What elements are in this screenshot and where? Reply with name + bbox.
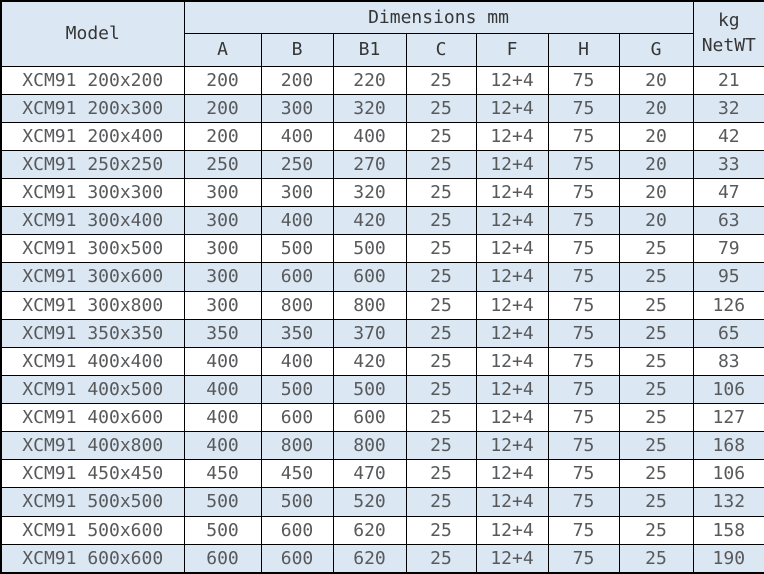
- value-cell: 12+4: [476, 263, 548, 291]
- value-cell: 620: [333, 516, 406, 544]
- value-cell: 75: [548, 516, 619, 544]
- value-cell: 800: [261, 432, 333, 460]
- value-cell: 12+4: [476, 207, 548, 235]
- value-cell: 300: [184, 207, 261, 235]
- value-cell: 500: [261, 488, 333, 516]
- column-header-b: B: [261, 33, 333, 66]
- model-cell: XCM91 500x600: [1, 516, 184, 544]
- value-cell: 25: [406, 404, 476, 432]
- value-cell: 25: [406, 347, 476, 375]
- model-cell: XCM91 400x600: [1, 404, 184, 432]
- model-cell: XCM91 400x500: [1, 375, 184, 403]
- value-cell: 25: [406, 235, 476, 263]
- table-row: [1, 319, 764, 347]
- column-header-a: A: [184, 33, 261, 66]
- value-cell: 420: [333, 207, 406, 235]
- value-cell: 600: [333, 404, 406, 432]
- table-row: [1, 404, 764, 432]
- table-row: [1, 207, 764, 235]
- value-cell: 25: [406, 207, 476, 235]
- value-cell: 300: [184, 263, 261, 291]
- value-cell: 12+4: [476, 404, 548, 432]
- value-cell: 12+4: [476, 150, 548, 178]
- model-cell: XCM91 300x300: [1, 179, 184, 207]
- value-cell: 25: [406, 488, 476, 516]
- model-cell: XCM91 200x200: [1, 66, 184, 94]
- table-row: [1, 263, 764, 291]
- value-cell: 21: [693, 66, 764, 94]
- net-weight-unit-label: kg: [717, 10, 740, 32]
- value-cell: 12+4: [476, 179, 548, 207]
- model-cell: XCM91 400x400: [1, 347, 184, 375]
- value-cell: 20: [619, 179, 693, 207]
- value-cell: 32: [693, 94, 764, 122]
- value-cell: 132: [693, 488, 764, 516]
- value-cell: 25: [406, 319, 476, 347]
- value-cell: 158: [693, 516, 764, 544]
- table-row: [1, 235, 764, 263]
- value-cell: 300: [184, 291, 261, 319]
- value-cell: 450: [184, 460, 261, 488]
- value-cell: 300: [261, 94, 333, 122]
- value-cell: 25: [406, 122, 476, 150]
- value-cell: 400: [184, 404, 261, 432]
- table-row: [1, 347, 764, 375]
- value-cell: 400: [261, 347, 333, 375]
- value-cell: 250: [261, 150, 333, 178]
- value-cell: 300: [261, 179, 333, 207]
- value-cell: 200: [261, 66, 333, 94]
- value-cell: 25: [406, 460, 476, 488]
- value-cell: 25: [619, 375, 693, 403]
- value-cell: 12+4: [476, 347, 548, 375]
- value-cell: 420: [333, 347, 406, 375]
- value-cell: 95: [693, 263, 764, 291]
- value-cell: 20: [619, 94, 693, 122]
- column-header-f: F: [476, 33, 548, 66]
- value-cell: 400: [184, 375, 261, 403]
- value-cell: 350: [184, 319, 261, 347]
- value-cell: 500: [261, 235, 333, 263]
- table-row: [1, 375, 764, 403]
- model-cell: XCM91 600x600: [1, 544, 184, 573]
- value-cell: 25: [406, 179, 476, 207]
- value-cell: 320: [333, 179, 406, 207]
- model-cell: XCM91 200x400: [1, 122, 184, 150]
- header-group-row: [1, 1, 764, 33]
- value-cell: 25: [406, 150, 476, 178]
- value-cell: 400: [261, 122, 333, 150]
- value-cell: 25: [619, 347, 693, 375]
- value-cell: 350: [261, 319, 333, 347]
- value-cell: 500: [261, 375, 333, 403]
- value-cell: 20: [619, 122, 693, 150]
- value-cell: 63: [693, 207, 764, 235]
- value-cell: 400: [333, 122, 406, 150]
- value-cell: 320: [333, 94, 406, 122]
- value-cell: 25: [619, 291, 693, 319]
- value-cell: 75: [548, 179, 619, 207]
- value-cell: 470: [333, 460, 406, 488]
- value-cell: 25: [619, 319, 693, 347]
- value-cell: 75: [548, 150, 619, 178]
- column-header-g: G: [619, 33, 693, 66]
- value-cell: 12+4: [476, 460, 548, 488]
- column-header-c: C: [406, 33, 476, 66]
- value-cell: 20: [619, 150, 693, 178]
- value-cell: 12+4: [476, 488, 548, 516]
- value-cell: 270: [333, 150, 406, 178]
- net-weight-label: NetWT: [701, 34, 756, 56]
- value-cell: 25: [619, 460, 693, 488]
- value-cell: 75: [548, 319, 619, 347]
- model-cell: XCM91 350x350: [1, 319, 184, 347]
- value-cell: 106: [693, 460, 764, 488]
- value-cell: 800: [261, 291, 333, 319]
- value-cell: 620: [333, 544, 406, 573]
- table-row: [1, 516, 764, 544]
- value-cell: 190: [693, 544, 764, 573]
- model-cell: XCM91 450x450: [1, 460, 184, 488]
- value-cell: 75: [548, 544, 619, 573]
- value-cell: 25: [619, 488, 693, 516]
- value-cell: 200: [184, 94, 261, 122]
- value-cell: 25: [406, 66, 476, 94]
- value-cell: 300: [184, 235, 261, 263]
- model-cell: XCM91 250x250: [1, 150, 184, 178]
- value-cell: 450: [261, 460, 333, 488]
- value-cell: 12+4: [476, 94, 548, 122]
- table-row: [1, 488, 764, 516]
- value-cell: 300: [184, 179, 261, 207]
- value-cell: 75: [548, 347, 619, 375]
- value-cell: 800: [333, 291, 406, 319]
- value-cell: 127: [693, 404, 764, 432]
- value-cell: 12+4: [476, 235, 548, 263]
- value-cell: 200: [184, 122, 261, 150]
- value-cell: 75: [548, 460, 619, 488]
- value-cell: 106: [693, 375, 764, 403]
- value-cell: 75: [548, 94, 619, 122]
- value-cell: 75: [548, 235, 619, 263]
- value-cell: 75: [548, 375, 619, 403]
- value-cell: 25: [406, 516, 476, 544]
- model-cell: XCM91 300x500: [1, 235, 184, 263]
- value-cell: 75: [548, 291, 619, 319]
- value-cell: 75: [548, 404, 619, 432]
- model-cell: XCM91 500x500: [1, 488, 184, 516]
- value-cell: 25: [619, 235, 693, 263]
- model-cell: XCM91 300x800: [1, 291, 184, 319]
- value-cell: 12+4: [476, 432, 548, 460]
- value-cell: 520: [333, 488, 406, 516]
- value-cell: 220: [333, 66, 406, 94]
- value-cell: 800: [333, 432, 406, 460]
- table-row: [1, 460, 764, 488]
- column-header-h: H: [548, 33, 619, 66]
- model-cell: XCM91 200x300: [1, 94, 184, 122]
- value-cell: 400: [184, 432, 261, 460]
- value-cell: 600: [261, 516, 333, 544]
- value-cell: 370: [333, 319, 406, 347]
- value-cell: 500: [184, 488, 261, 516]
- value-cell: 12+4: [476, 375, 548, 403]
- value-cell: 65: [693, 319, 764, 347]
- value-cell: 250: [184, 150, 261, 178]
- value-cell: 500: [333, 235, 406, 263]
- value-cell: 75: [548, 432, 619, 460]
- value-cell: 600: [333, 263, 406, 291]
- table-row: [1, 94, 764, 122]
- value-cell: 75: [548, 66, 619, 94]
- model-cell: XCM91 400x800: [1, 432, 184, 460]
- value-cell: 12+4: [476, 544, 548, 573]
- value-cell: 200: [184, 66, 261, 94]
- model-cell: XCM91 300x600: [1, 263, 184, 291]
- value-cell: 168: [693, 432, 764, 460]
- value-cell: 42: [693, 122, 764, 150]
- value-cell: 47: [693, 179, 764, 207]
- value-cell: 600: [261, 404, 333, 432]
- value-cell: 25: [406, 291, 476, 319]
- value-cell: 12+4: [476, 66, 548, 94]
- value-cell: 25: [619, 544, 693, 573]
- value-cell: 75: [548, 263, 619, 291]
- value-cell: 400: [261, 207, 333, 235]
- value-cell: 79: [693, 235, 764, 263]
- value-cell: 25: [619, 263, 693, 291]
- value-cell: 33: [693, 150, 764, 178]
- model-column-header: Model: [1, 1, 184, 66]
- column-header-b1: B1: [333, 33, 406, 66]
- table-row: [1, 122, 764, 150]
- value-cell: 25: [406, 432, 476, 460]
- value-cell: 25: [619, 516, 693, 544]
- table-body: [1, 66, 764, 573]
- value-cell: 25: [406, 94, 476, 122]
- value-cell: 75: [548, 207, 619, 235]
- value-cell: 12+4: [476, 319, 548, 347]
- value-cell: 25: [406, 263, 476, 291]
- table-row: [1, 179, 764, 207]
- value-cell: 600: [261, 544, 333, 573]
- table-row: [1, 432, 764, 460]
- value-cell: 500: [333, 375, 406, 403]
- value-cell: 400: [184, 347, 261, 375]
- value-cell: 12+4: [476, 122, 548, 150]
- table-row: [1, 150, 764, 178]
- value-cell: 75: [548, 122, 619, 150]
- value-cell: 75: [548, 488, 619, 516]
- value-cell: 600: [261, 263, 333, 291]
- table-row: [1, 291, 764, 319]
- table-row: [1, 544, 764, 573]
- value-cell: 500: [184, 516, 261, 544]
- dimensions-group-header: Dimensions mm: [184, 1, 693, 33]
- value-cell: 20: [619, 66, 693, 94]
- value-cell: 12+4: [476, 516, 548, 544]
- value-cell: 25: [406, 375, 476, 403]
- net-weight-column-header: [693, 1, 764, 66]
- value-cell: 126: [693, 291, 764, 319]
- table-row: [1, 66, 764, 94]
- value-cell: 25: [406, 544, 476, 573]
- model-cell: XCM91 300x400: [1, 207, 184, 235]
- table-header: [1, 1, 764, 66]
- value-cell: 83: [693, 347, 764, 375]
- value-cell: 12+4: [476, 291, 548, 319]
- value-cell: 600: [184, 544, 261, 573]
- value-cell: 25: [619, 404, 693, 432]
- value-cell: 20: [619, 207, 693, 235]
- value-cell: 25: [619, 432, 693, 460]
